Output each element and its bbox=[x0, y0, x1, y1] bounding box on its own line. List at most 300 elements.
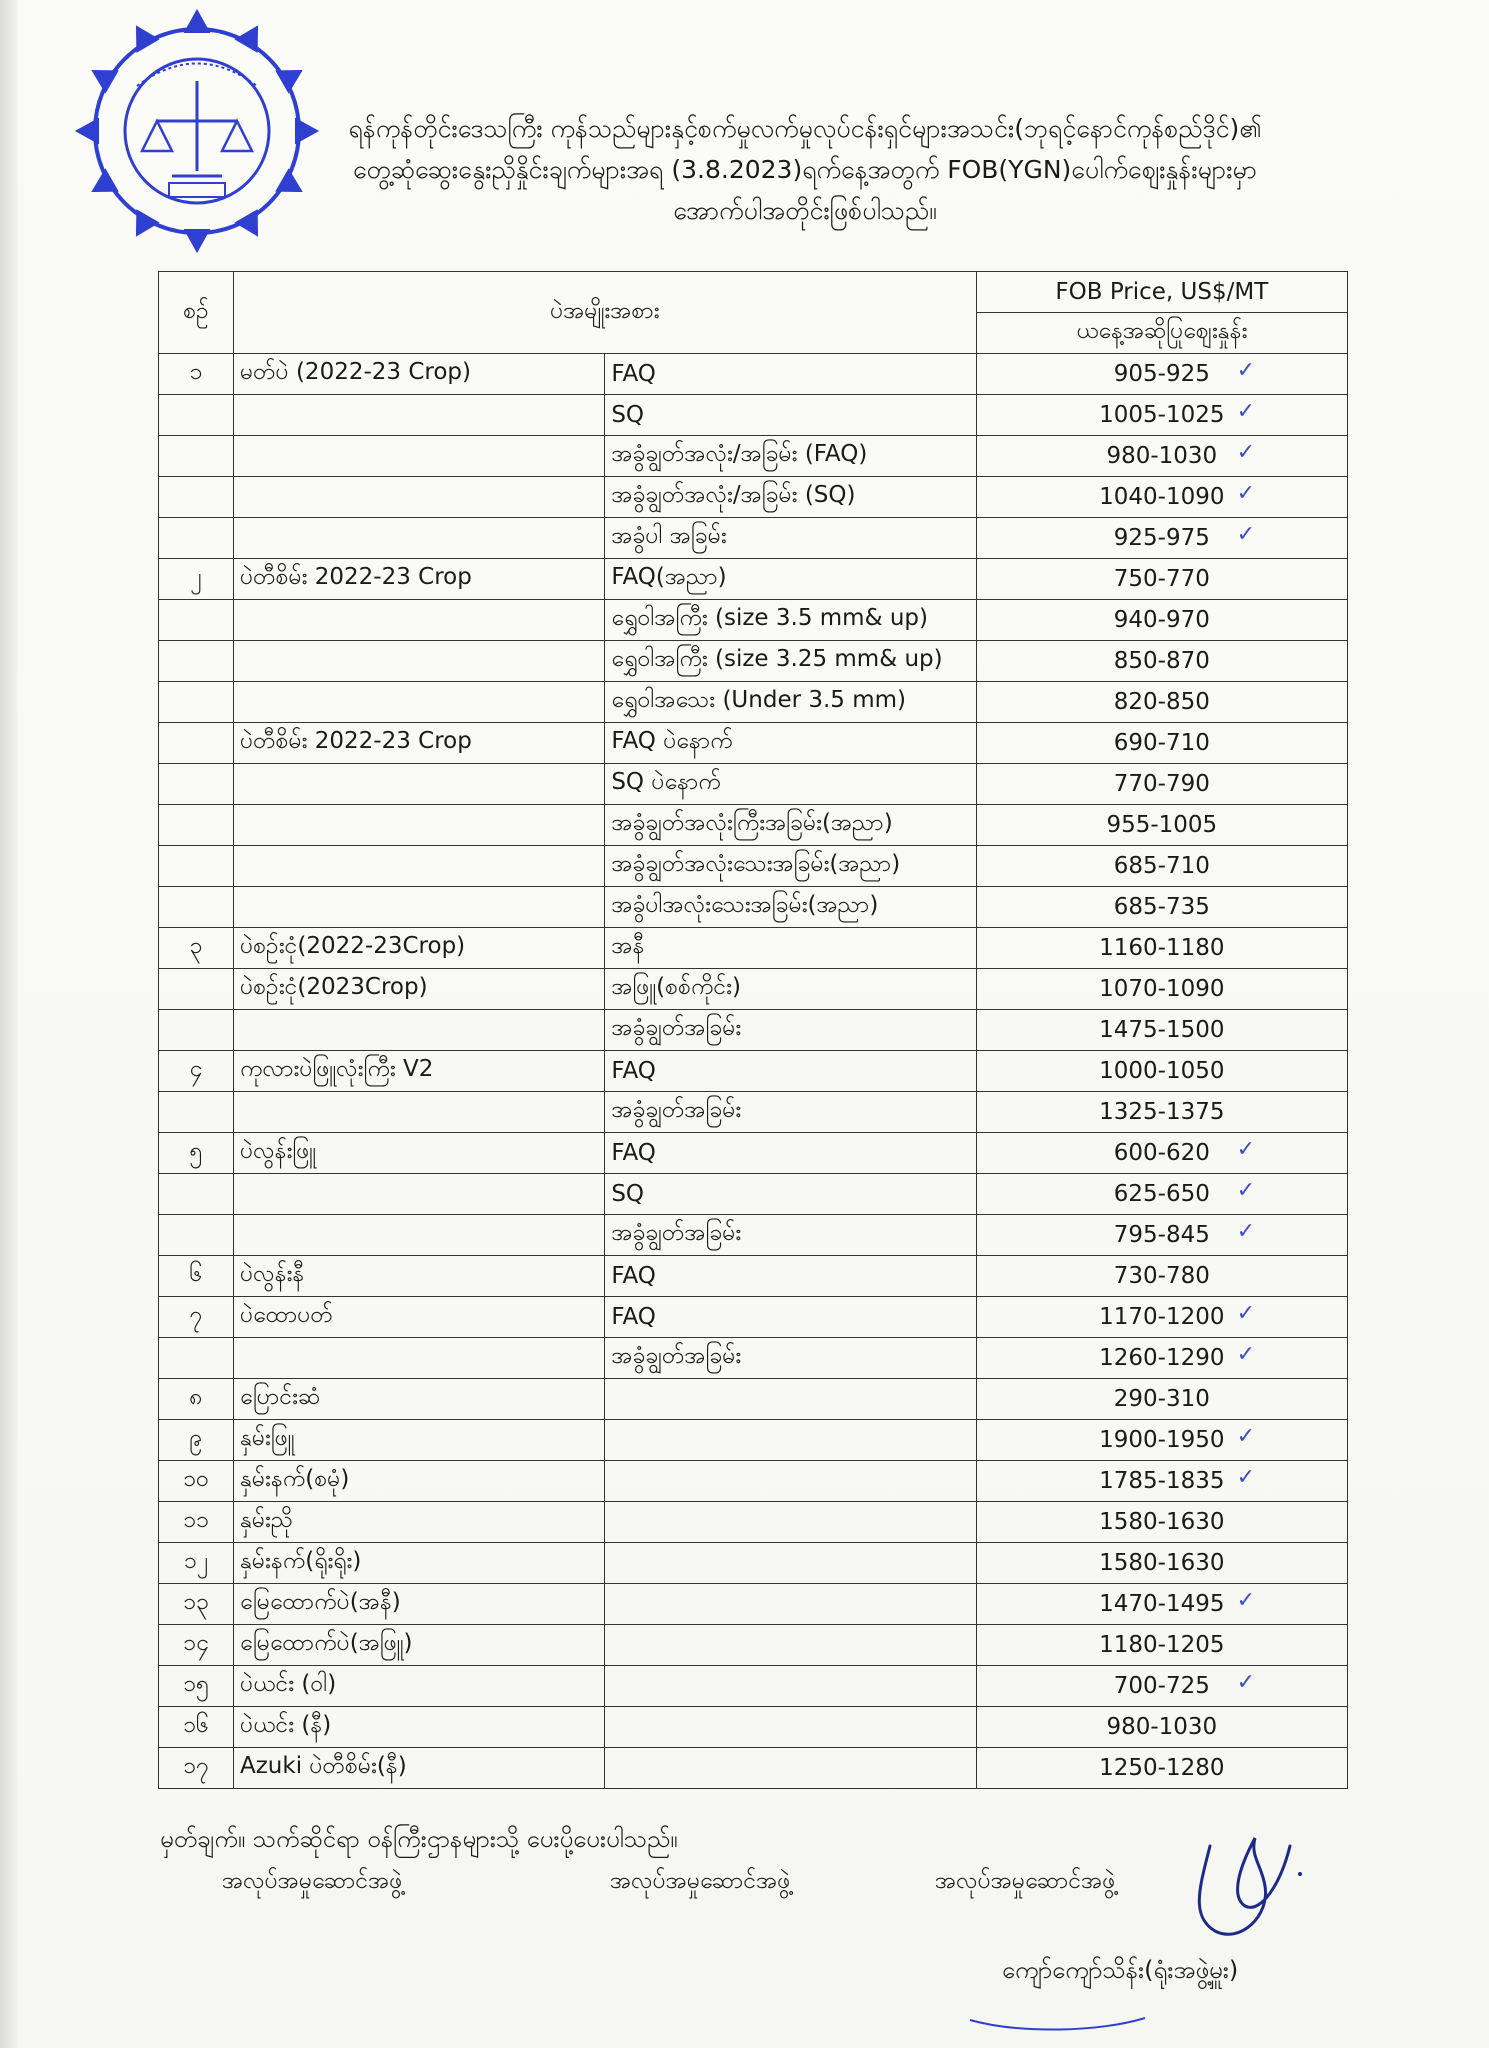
row-item-text: မတ်ပဲ (2022-23 Crop) bbox=[240, 359, 471, 385]
row-item-text: ပဲတီစိမ်း 2022-23 Crop bbox=[240, 564, 472, 590]
row-number-text: ၂ bbox=[190, 564, 202, 590]
row-price-text: 1580-1630 bbox=[1099, 1509, 1225, 1535]
row-item bbox=[234, 805, 605, 846]
row-number bbox=[159, 1379, 234, 1420]
row-grade bbox=[605, 1215, 976, 1256]
row-price bbox=[976, 1256, 1347, 1297]
column-header-price-sub: ယနေ့အဆိုပြုဈေးနှုန်း bbox=[976, 313, 1347, 354]
row-number-text: ၁၂ bbox=[183, 1548, 209, 1574]
signature-label-2: အလုပ်အမှုဆောင်အဖွဲ့ bbox=[610, 1868, 791, 1894]
table-row bbox=[159, 1707, 1348, 1748]
row-grade bbox=[605, 1092, 976, 1133]
row-price-text: 980-1030 bbox=[1106, 1714, 1218, 1740]
row-number bbox=[159, 1010, 234, 1051]
row-price bbox=[976, 1584, 1347, 1625]
row-grade-text: FAQ bbox=[611, 1140, 656, 1166]
row-price bbox=[976, 1625, 1347, 1666]
row-price-text: 685-735 bbox=[1113, 894, 1210, 920]
row-item-text: ပဲလွန်းနီ bbox=[240, 1261, 305, 1287]
signature-label-1: အလုပ်အမှုဆောင်အဖွဲ့ bbox=[222, 1868, 403, 1894]
row-grade bbox=[605, 1379, 976, 1420]
row-item bbox=[234, 1297, 605, 1338]
row-grade bbox=[605, 354, 976, 395]
row-item bbox=[234, 1748, 605, 1789]
row-price-text: 980-1030 bbox=[1106, 443, 1218, 469]
row-item-text: နှမ်းနက်(စမုံ) bbox=[240, 1466, 350, 1492]
row-item bbox=[234, 518, 605, 559]
row-price-text: 1170-1200 bbox=[1099, 1304, 1225, 1330]
row-item bbox=[234, 846, 605, 887]
row-grade bbox=[605, 1133, 976, 1174]
row-item bbox=[234, 1010, 605, 1051]
row-item bbox=[234, 1584, 605, 1625]
column-header-price: FOB Price, US$/MT bbox=[976, 272, 1347, 313]
row-grade bbox=[605, 1543, 976, 1584]
row-grade bbox=[605, 477, 976, 518]
row-item bbox=[234, 1420, 605, 1461]
row-number bbox=[159, 1666, 234, 1707]
row-item-text: ပဲယင်း (နီ) bbox=[240, 1712, 332, 1738]
row-grade bbox=[605, 641, 976, 682]
row-number bbox=[159, 477, 234, 518]
row-item bbox=[234, 723, 605, 764]
row-grade-text: FAQ bbox=[611, 361, 656, 387]
row-number bbox=[159, 1215, 234, 1256]
row-price-text: 750-770 bbox=[1113, 566, 1210, 592]
chairperson-name: ကျော်ကျော်သိန်း(ရုံးအဖွဲ့မှူး) bbox=[1002, 1956, 1239, 1984]
checkmark-icon: ✓ bbox=[1236, 1137, 1255, 1162]
row-item-text: ပြောင်းဆံ bbox=[240, 1384, 321, 1410]
row-price bbox=[976, 1379, 1347, 1420]
row-grade-text: ရွှေဝါအကြီး (size 3.25 mm& up) bbox=[611, 646, 943, 672]
row-number bbox=[159, 559, 234, 600]
row-number bbox=[159, 1256, 234, 1297]
row-item bbox=[234, 887, 605, 928]
row-item bbox=[234, 1338, 605, 1379]
row-grade bbox=[605, 395, 976, 436]
table-row bbox=[159, 477, 1348, 518]
row-grade bbox=[605, 805, 976, 846]
table-row bbox=[159, 1543, 1348, 1584]
row-number bbox=[159, 600, 234, 641]
row-price bbox=[976, 1338, 1347, 1379]
row-number bbox=[159, 1625, 234, 1666]
table-row bbox=[159, 887, 1348, 928]
row-grade bbox=[605, 600, 976, 641]
checkmark-icon: ✓ bbox=[1236, 1342, 1255, 1367]
table-row bbox=[159, 1338, 1348, 1379]
row-number-text: ၁၃ bbox=[183, 1589, 209, 1615]
row-grade-text: အခွံချွတ်အလုံးသေးအခြမ်း(အညာ) bbox=[611, 851, 901, 877]
row-item-text: နှမ်းနက်(ရိုးရိုး) bbox=[240, 1548, 362, 1574]
table-row bbox=[159, 846, 1348, 887]
row-number bbox=[159, 1133, 234, 1174]
row-price-text: 1180-1205 bbox=[1099, 1632, 1225, 1658]
row-grade-text: ရွှေဝါအသေး (Under 3.5 mm) bbox=[611, 687, 907, 713]
row-grade bbox=[605, 1666, 976, 1707]
row-price-text: 730-780 bbox=[1113, 1263, 1210, 1289]
row-number bbox=[159, 1420, 234, 1461]
row-price-text: 1260-1290 bbox=[1099, 1345, 1225, 1371]
row-price-text: 600-620 bbox=[1113, 1140, 1210, 1166]
checkmark-icon: ✓ bbox=[1236, 1219, 1255, 1244]
row-price bbox=[976, 1133, 1347, 1174]
row-item bbox=[234, 1461, 605, 1502]
row-grade-text: FAQ(အညာ) bbox=[611, 564, 727, 590]
row-item-text: ပဲထောပတ် bbox=[240, 1302, 333, 1328]
row-item bbox=[234, 395, 605, 436]
row-price bbox=[976, 477, 1347, 518]
row-grade bbox=[605, 846, 976, 887]
row-number bbox=[159, 846, 234, 887]
table-row bbox=[159, 928, 1348, 969]
row-item bbox=[234, 1707, 605, 1748]
row-grade bbox=[605, 436, 976, 477]
table-row bbox=[159, 723, 1348, 764]
signature-label-3: အလုပ်အမှုဆောင်အဖွဲ့ bbox=[935, 1868, 1116, 1894]
row-grade-text: အခွံချွတ်အလုံး/အခြမ်း (FAQ) bbox=[611, 441, 868, 467]
row-price-text: 1325-1375 bbox=[1099, 1099, 1225, 1125]
row-grade-text: FAQ bbox=[611, 1263, 656, 1289]
table-row bbox=[159, 1010, 1348, 1051]
row-price-text: 700-725 bbox=[1113, 1673, 1210, 1699]
row-price bbox=[976, 805, 1347, 846]
row-number bbox=[159, 1707, 234, 1748]
row-item-text: ပဲစဉ်းငုံ(2023Crop) bbox=[240, 974, 428, 1000]
row-price-text: 1160-1180 bbox=[1099, 935, 1225, 961]
row-price-text: 1580-1630 bbox=[1099, 1550, 1225, 1576]
row-grade bbox=[605, 1502, 976, 1543]
row-number bbox=[159, 1174, 234, 1215]
row-price-text: 905-925 bbox=[1113, 361, 1210, 387]
row-number-text: ၄ bbox=[189, 1056, 203, 1082]
row-number bbox=[159, 354, 234, 395]
row-grade-text: အခွံချွတ်အခြမ်း bbox=[611, 1343, 742, 1369]
row-item-text: မြေထောက်ပဲ(အနီ) bbox=[240, 1589, 401, 1615]
checkmark-icon: ✓ bbox=[1236, 1670, 1255, 1695]
row-grade-text: အခွံပါအလုံးသေးအခြမ်း(အညာ) bbox=[611, 892, 879, 918]
row-price bbox=[976, 682, 1347, 723]
row-price-text: 1470-1495 bbox=[1099, 1591, 1225, 1617]
row-number bbox=[159, 723, 234, 764]
row-grade-text: FAQ ပဲနောက် bbox=[611, 728, 733, 754]
row-price-text: 940-970 bbox=[1113, 607, 1210, 633]
row-item bbox=[234, 1133, 605, 1174]
signature-mark bbox=[1170, 1826, 1320, 1956]
table-row bbox=[159, 1502, 1348, 1543]
table-row bbox=[159, 1379, 1348, 1420]
row-grade-text: အခွံချွတ်အလုံးကြီးအခြမ်း(အညာ) bbox=[611, 810, 893, 836]
row-item-text: ပဲစဉ်းငုံ(2022-23Crop) bbox=[240, 933, 466, 959]
row-number bbox=[159, 887, 234, 928]
row-number-text: ၇ bbox=[189, 1302, 203, 1328]
table-row bbox=[159, 1215, 1348, 1256]
row-number-text: ၁၇ bbox=[183, 1753, 209, 1779]
checkmark-icon: ✓ bbox=[1236, 1178, 1255, 1203]
row-number bbox=[159, 805, 234, 846]
row-grade bbox=[605, 969, 976, 1010]
checkmark-icon: ✓ bbox=[1236, 1588, 1255, 1613]
table-row bbox=[159, 641, 1348, 682]
row-price-text: 850-870 bbox=[1113, 648, 1210, 674]
table-row bbox=[159, 600, 1348, 641]
row-item bbox=[234, 1543, 605, 1584]
row-number bbox=[159, 518, 234, 559]
row-grade bbox=[605, 928, 976, 969]
row-price bbox=[976, 764, 1347, 805]
row-item bbox=[234, 969, 605, 1010]
row-price-text: 1040-1090 bbox=[1099, 484, 1225, 510]
table-row bbox=[159, 518, 1348, 559]
row-item bbox=[234, 1502, 605, 1543]
row-number bbox=[159, 1461, 234, 1502]
row-grade bbox=[605, 1748, 976, 1789]
row-item bbox=[234, 436, 605, 477]
row-price-text: 795-845 bbox=[1113, 1222, 1210, 1248]
row-grade bbox=[605, 1010, 976, 1051]
table-row bbox=[159, 395, 1348, 436]
row-price bbox=[976, 395, 1347, 436]
row-grade-text: အခွံချွတ်အခြမ်း bbox=[611, 1097, 742, 1123]
row-number-text: ၁ bbox=[189, 359, 203, 385]
row-price bbox=[976, 1092, 1347, 1133]
row-number bbox=[159, 682, 234, 723]
row-number bbox=[159, 1748, 234, 1789]
table-row bbox=[159, 764, 1348, 805]
row-item-text: ပဲတီစိမ်း 2022-23 Crop bbox=[240, 728, 472, 754]
row-item bbox=[234, 928, 605, 969]
row-item bbox=[234, 1174, 605, 1215]
row-price bbox=[976, 436, 1347, 477]
column-header-item: ပဲအမျိုးအစား bbox=[234, 272, 977, 354]
checkmark-icon: ✓ bbox=[1236, 358, 1255, 383]
header-line-1: ရန်ကုန်တိုင်းဒေသကြီး ကုန်သည်များနှင့်စက်မှုလက်မှုလုပ်ငန်းရှင်များအသင်း(ဘုရင့်နောင်ကုန်စည်ဒိုင်)၏ bbox=[348, 114, 1262, 143]
row-item bbox=[234, 1666, 605, 1707]
row-item-text: နှမ်းညို bbox=[240, 1507, 294, 1533]
row-price bbox=[976, 1461, 1347, 1502]
row-item-text: Azuki ပဲတီစိမ်း(နီ) bbox=[240, 1753, 407, 1779]
table-row bbox=[159, 1625, 1348, 1666]
row-item-text: ပဲလွန်းဖြူ bbox=[240, 1138, 317, 1164]
header-line-3: အောက်ပါအတိုင်းဖြစ်ပါသည်။ bbox=[673, 196, 937, 225]
row-number bbox=[159, 1051, 234, 1092]
row-number-text: ၉ bbox=[189, 1425, 203, 1451]
checkmark-icon: ✓ bbox=[1236, 1301, 1255, 1326]
row-grade-text: အခွံချွတ်အလုံး/အခြမ်း (SQ) bbox=[611, 482, 856, 508]
row-number-text: ၆ bbox=[189, 1261, 203, 1287]
row-item bbox=[234, 477, 605, 518]
row-grade-text: အခွံချွတ်အခြမ်း bbox=[611, 1220, 742, 1246]
row-price bbox=[976, 1051, 1347, 1092]
footer-note: မှတ်ချက်။ သက်ဆိုင်ရာ ဝန်ကြီးဌာနများသို့ ပေးပို့ပေးပါသည်။ bbox=[160, 1825, 678, 1853]
row-price bbox=[976, 600, 1347, 641]
table-row bbox=[159, 969, 1348, 1010]
row-grade bbox=[605, 1338, 976, 1379]
row-price-text: 690-710 bbox=[1113, 730, 1210, 756]
row-price bbox=[976, 559, 1347, 600]
row-number bbox=[159, 395, 234, 436]
row-price-text: 1250-1280 bbox=[1099, 1755, 1225, 1781]
row-grade bbox=[605, 764, 976, 805]
page-edge-shadow bbox=[0, 0, 18, 2048]
row-number-text: ၁၆ bbox=[183, 1712, 209, 1738]
row-price-text: 1005-1025 bbox=[1099, 402, 1225, 428]
row-price bbox=[976, 846, 1347, 887]
row-grade-text: အဖြူ(စစ်ကိုင်း) bbox=[611, 974, 741, 1000]
row-number bbox=[159, 1092, 234, 1133]
checkmark-icon: ✓ bbox=[1236, 440, 1255, 465]
row-number bbox=[159, 436, 234, 477]
row-price bbox=[976, 928, 1347, 969]
row-item bbox=[234, 1215, 605, 1256]
row-price bbox=[976, 518, 1347, 559]
row-price bbox=[976, 1174, 1347, 1215]
row-price bbox=[976, 887, 1347, 928]
checkmark-icon: ✓ bbox=[1236, 1424, 1255, 1449]
row-number-text: ၈ bbox=[189, 1384, 203, 1410]
row-item-text: ကုလားပဲဖြူလုံးကြီး V2 bbox=[240, 1056, 434, 1082]
row-item bbox=[234, 1379, 605, 1420]
checkmark-icon: ✓ bbox=[1236, 1465, 1255, 1490]
row-grade bbox=[605, 559, 976, 600]
table-row bbox=[159, 1092, 1348, 1133]
row-item bbox=[234, 354, 605, 395]
row-item bbox=[234, 682, 605, 723]
header-line-2: တွေ့ဆုံဆွေးနွေးညှိနှိုင်းချက်များအရ (3.8.2023)ရက်နေ့အတွက် FOB(YGN)ပေါက်ဈေးနှုန်းများမှာ bbox=[352, 155, 1258, 184]
row-number bbox=[159, 641, 234, 682]
row-grade-text: SQ bbox=[611, 1181, 645, 1207]
row-item bbox=[234, 1625, 605, 1666]
row-grade-text: FAQ bbox=[611, 1304, 656, 1330]
row-number bbox=[159, 1543, 234, 1584]
row-grade bbox=[605, 682, 976, 723]
row-price bbox=[976, 1297, 1347, 1338]
row-number bbox=[159, 1584, 234, 1625]
table-row bbox=[159, 1461, 1348, 1502]
row-price-text: 290-310 bbox=[1113, 1386, 1210, 1412]
row-number-text: ၁၅ bbox=[183, 1671, 209, 1697]
row-grade-text: အခွံပါ အခြမ်း bbox=[611, 523, 727, 549]
row-item bbox=[234, 1092, 605, 1133]
row-grade bbox=[605, 723, 976, 764]
row-grade-text: SQ ပဲနောက် bbox=[611, 769, 721, 795]
row-grade bbox=[605, 1174, 976, 1215]
row-grade-text: SQ bbox=[611, 402, 645, 428]
row-item-text: နှမ်းဖြူ bbox=[240, 1425, 295, 1451]
row-price bbox=[976, 1010, 1347, 1051]
row-item bbox=[234, 1051, 605, 1092]
row-item-text: ပဲယင်း (ဝါ) bbox=[240, 1671, 337, 1697]
document-header bbox=[255, 108, 1355, 231]
row-number bbox=[159, 1297, 234, 1338]
row-grade bbox=[605, 518, 976, 559]
row-price-text: 820-850 bbox=[1113, 689, 1210, 715]
table-row bbox=[159, 1420, 1348, 1461]
row-price bbox=[976, 354, 1347, 395]
row-number bbox=[159, 969, 234, 1010]
row-price bbox=[976, 1748, 1347, 1789]
row-grade-text: အခွံချွတ်အခြမ်း bbox=[611, 1015, 742, 1041]
row-grade bbox=[605, 887, 976, 928]
row-number-text: ၃ bbox=[189, 933, 203, 959]
table-row bbox=[159, 1584, 1348, 1625]
checkmark-icon: ✓ bbox=[1236, 481, 1255, 506]
price-table bbox=[158, 271, 1348, 1789]
row-item bbox=[234, 764, 605, 805]
row-price-text: 1475-1500 bbox=[1099, 1017, 1225, 1043]
row-item bbox=[234, 641, 605, 682]
table-row bbox=[159, 1666, 1348, 1707]
row-grade bbox=[605, 1256, 976, 1297]
row-item bbox=[234, 559, 605, 600]
row-price bbox=[976, 969, 1347, 1010]
row-number bbox=[159, 928, 234, 969]
row-grade bbox=[605, 1461, 976, 1502]
row-price-text: 1900-1950 bbox=[1099, 1427, 1225, 1453]
row-number bbox=[159, 1502, 234, 1543]
table-row bbox=[159, 436, 1348, 477]
table-row bbox=[159, 805, 1348, 846]
row-number bbox=[159, 764, 234, 805]
table-row bbox=[159, 1174, 1348, 1215]
row-price bbox=[976, 641, 1347, 682]
row-price-text: 1785-1835 bbox=[1099, 1468, 1225, 1494]
row-price-text: 925-975 bbox=[1113, 525, 1210, 551]
row-price bbox=[976, 1420, 1347, 1461]
row-grade bbox=[605, 1297, 976, 1338]
row-price-text: 1070-1090 bbox=[1099, 976, 1225, 1002]
table-row bbox=[159, 1748, 1348, 1789]
row-number-text: ၁၀ bbox=[183, 1466, 209, 1492]
row-grade-text: အနီ bbox=[611, 933, 645, 959]
checkmark-icon: ✓ bbox=[1236, 522, 1255, 547]
row-price-text: 685-710 bbox=[1113, 853, 1210, 879]
row-item bbox=[234, 600, 605, 641]
row-price bbox=[976, 1666, 1347, 1707]
row-price bbox=[976, 1707, 1347, 1748]
row-number bbox=[159, 1338, 234, 1379]
row-grade-text: FAQ bbox=[611, 1058, 656, 1084]
table-row bbox=[159, 354, 1348, 395]
row-price bbox=[976, 723, 1347, 764]
row-grade bbox=[605, 1584, 976, 1625]
row-price bbox=[976, 1215, 1347, 1256]
row-grade bbox=[605, 1707, 976, 1748]
row-item bbox=[234, 1256, 605, 1297]
table-row bbox=[159, 1133, 1348, 1174]
row-grade bbox=[605, 1051, 976, 1092]
row-grade bbox=[605, 1420, 976, 1461]
row-price bbox=[976, 1543, 1347, 1584]
checkmark-icon: ✓ bbox=[1236, 399, 1255, 424]
column-header-no: စဉ် bbox=[159, 272, 234, 354]
row-number-text: ၅ bbox=[189, 1138, 203, 1164]
row-item-text: မြေထောက်ပဲ(အဖြူ) bbox=[240, 1630, 413, 1656]
row-grade-text: ရွှေဝါအကြီး (size 3.5 mm& up) bbox=[611, 605, 928, 631]
row-price bbox=[976, 1502, 1347, 1543]
row-number-text: ၁၄ bbox=[183, 1630, 209, 1656]
row-price-text: 1000-1050 bbox=[1099, 1058, 1225, 1084]
table-row bbox=[159, 1297, 1348, 1338]
row-price-text: 625-650 bbox=[1113, 1181, 1210, 1207]
table-row bbox=[159, 1256, 1348, 1297]
table-row bbox=[159, 559, 1348, 600]
table-row bbox=[159, 1051, 1348, 1092]
row-grade bbox=[605, 1625, 976, 1666]
table-row bbox=[159, 682, 1348, 723]
price-table-body bbox=[159, 354, 1348, 1789]
row-number-text: ၁၁ bbox=[183, 1507, 209, 1533]
